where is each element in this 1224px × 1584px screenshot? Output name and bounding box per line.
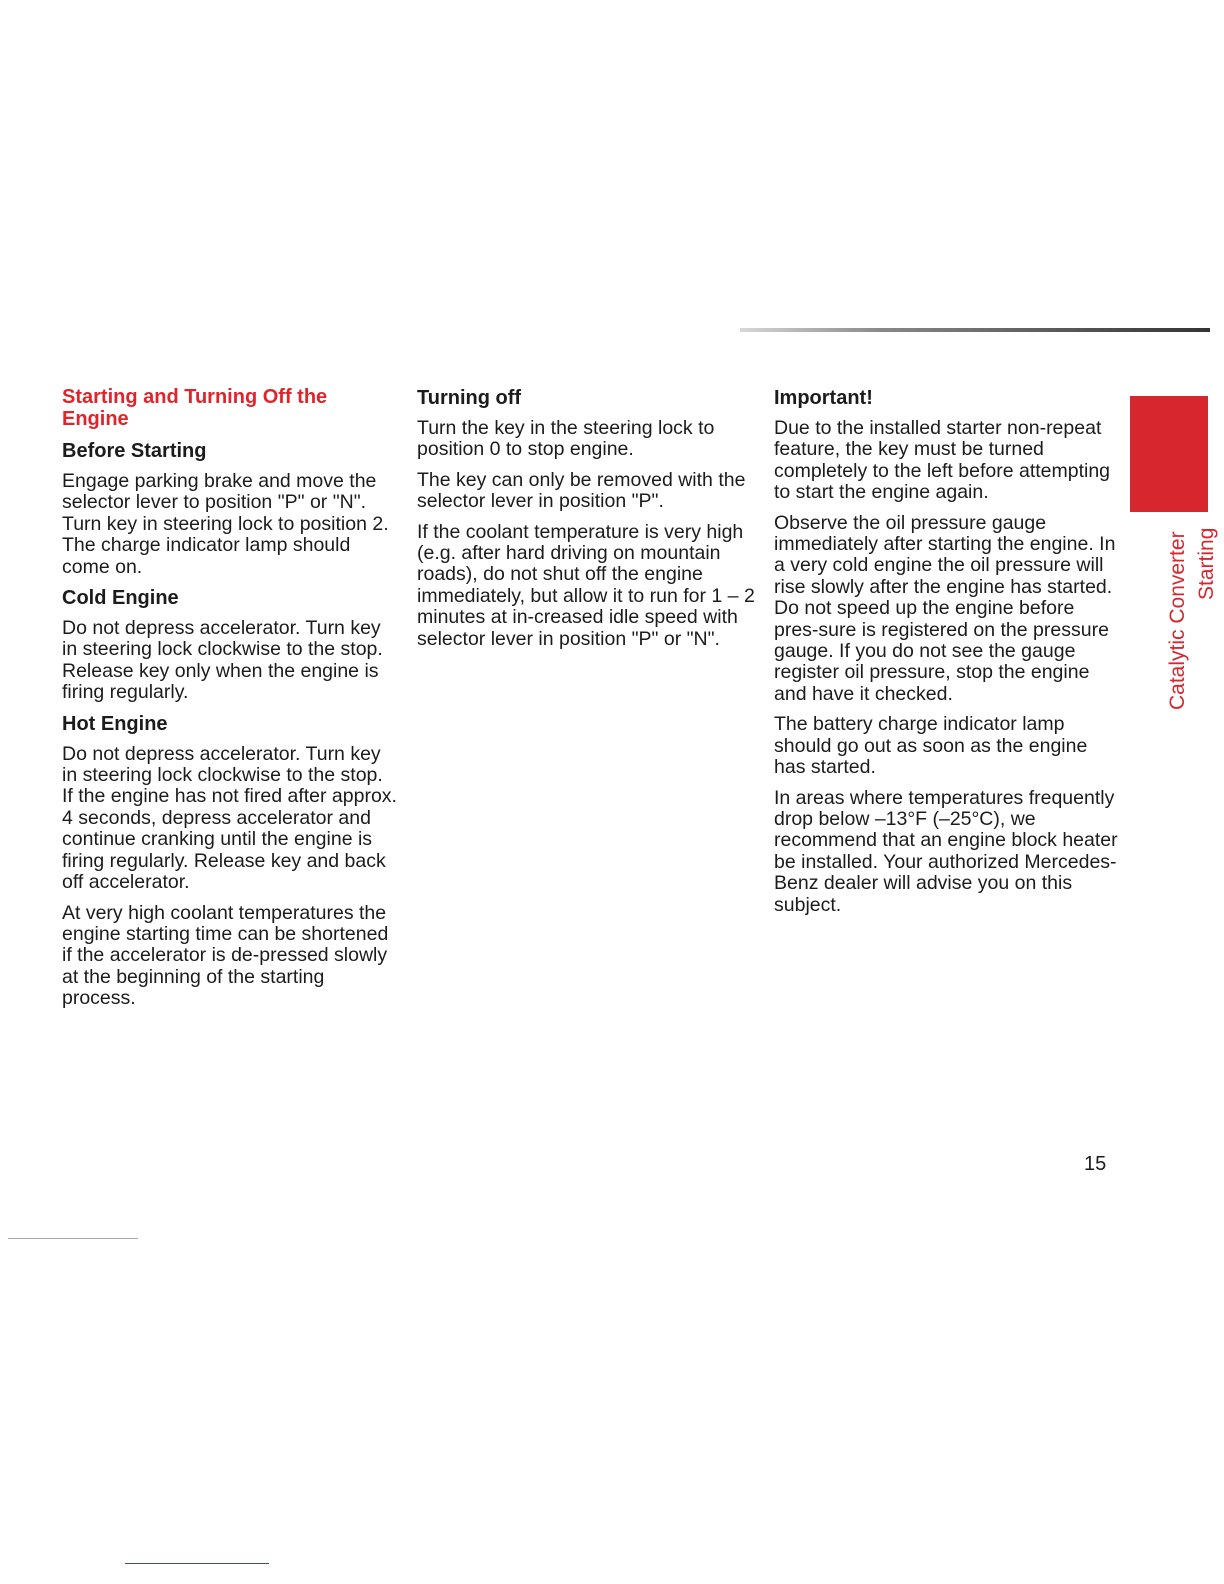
hot-engine-heading: Hot Engine bbox=[62, 712, 168, 735]
turning-off-text-3: If the coolant temperature is very high (e.g. after hard driving on mountain roads), do not shut off the engine immediately, but allow it to run for 1 – 2 minutes at in-creased idle speed with selector lever in position "P" or "N". bbox=[417, 520, 755, 650]
high-temp-text: At very high coolant temperatures the engine starting time can be shortened if the accelerator is de-pressed slowly at the beginning of the starting process. bbox=[62, 901, 389, 1010]
important-text-3: The battery charge indicator lamp should go out as soon as the engine has started. bbox=[774, 713, 1088, 779]
important-text-2: Observe the oil pressure gauge immediately after starting the engine. In a very cold engine the oil pressure will rise slowly after the engine has started. Do not speed up the engine before pres-sure is registered on the pressure gauge. If you do not see the gauge register oil pressure, stop the engine and have it checked. bbox=[774, 511, 1116, 705]
cold-engine-text: Do not depress accelerator. Turn key in steering lock clockwise to the stop. Release key only when the engine is firing regularly. bbox=[62, 617, 383, 704]
important-text-4: In areas where temperatures frequently drop below –13°F (–25°C), we recommend that an engine block heater be installed. Your authorized Mercedes-Benz dealer will advise you on this subject. bbox=[774, 786, 1118, 916]
side-tab-line2: Starting bbox=[1195, 527, 1218, 600]
important-heading: Important! bbox=[774, 387, 873, 409]
footer-line bbox=[125, 1563, 269, 1564]
cold-engine-heading: Cold Engine bbox=[62, 587, 179, 610]
section-title: Starting and Turning Off the Engine bbox=[62, 386, 328, 430]
turning-off-text-1: Turn the key in the steering lock to position 0 to stop engine. bbox=[417, 417, 715, 461]
side-tab-line1: Catalytic Converter bbox=[1166, 531, 1189, 710]
turning-off-text-2: The key can only be removed with the selector lever in position "P". bbox=[417, 468, 746, 513]
side-tab-label bbox=[1124, 520, 1218, 710]
section-tab-marker bbox=[1130, 396, 1208, 512]
bottom-rule bbox=[8, 1238, 138, 1239]
column-right bbox=[774, 386, 1119, 925]
important-text-1: Due to the installed starter non-repeat feature, the key must be turned completely to the left before attempting to start the engine again. bbox=[774, 417, 1111, 504]
column-middle bbox=[417, 386, 757, 659]
turning-off-heading: Turning off bbox=[417, 387, 522, 409]
before-starting-heading: Before Starting bbox=[62, 440, 207, 462]
top-rule bbox=[740, 328, 1210, 332]
hot-engine-text: Do not depress accelerator. Turn key in steering lock clockwise to the stop. If the engine has not fired after approx. 4 seconds, depress accelerator and continue cranking until the engine is firing regularly. Release key and back off accelerator. bbox=[62, 742, 397, 894]
column-left bbox=[62, 386, 397, 1019]
before-starting-text: Engage parking brake and move the selector lever to position "P" or "N". Turn key in steering lock to position 2. The charge indicator lamp should come on. bbox=[62, 470, 389, 578]
page-number: 15 bbox=[1084, 1153, 1107, 1175]
